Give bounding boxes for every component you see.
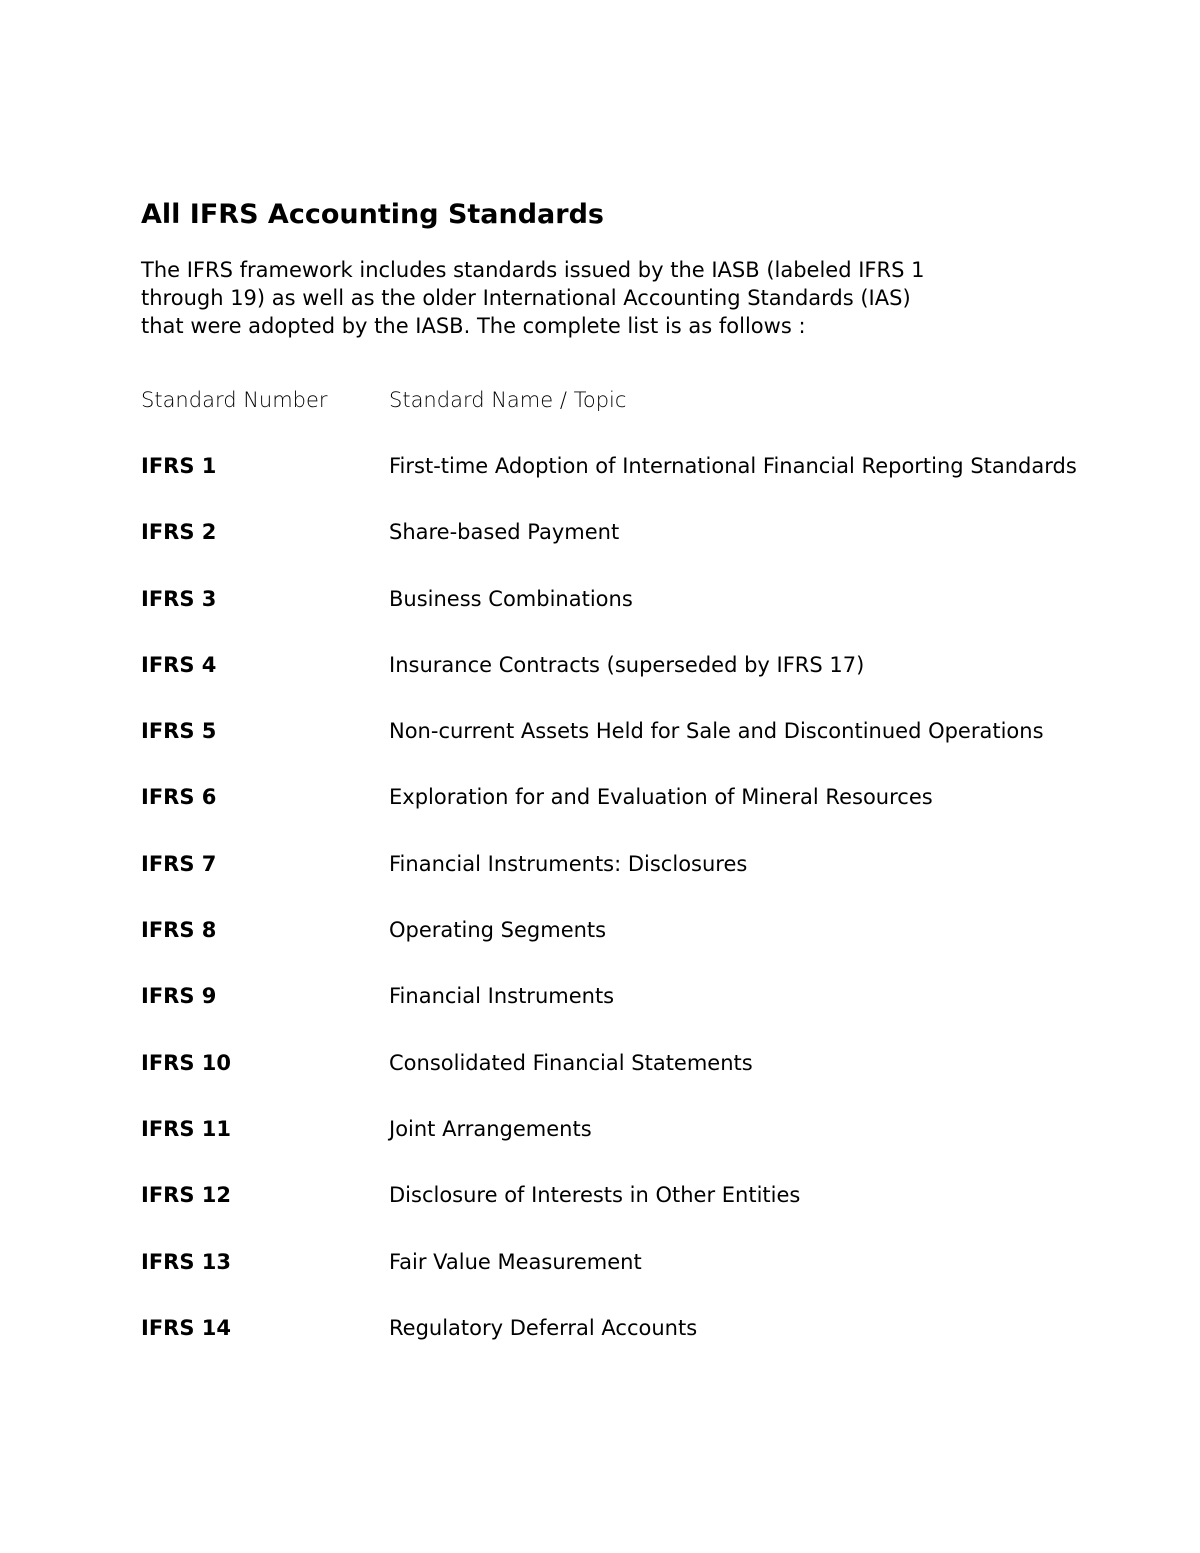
standard-name: Exploration for and Evaluation of Mineral Resources [389, 785, 933, 810]
standard-name: Consolidated Financial Statements [389, 1050, 753, 1075]
standard-number: IFRS 2 [141, 520, 217, 545]
table-row [141, 1314, 1151, 1380]
intro-line: through 19) as well as the older International Accounting Standards (IAS) [141, 286, 911, 310]
standard-name: Non-current Assets Held for Sale and Discontinued Operations [389, 719, 1044, 744]
standard-number: IFRS 12 [141, 1183, 231, 1208]
table-row [141, 783, 1151, 849]
standard-name: Regulatory Deferral Accounts [389, 1315, 698, 1340]
standard-number: IFRS 14 [141, 1315, 231, 1340]
standard-number: IFRS 3 [141, 586, 217, 611]
standard-name: Operating Segments [389, 918, 607, 943]
standard-name: Financial Instruments: Disclosures [389, 851, 748, 876]
standard-number: IFRS 5 [141, 719, 217, 744]
standard-name: Insurance Contracts (superseded by IFRS 17) [389, 652, 865, 677]
table-row [141, 651, 1151, 717]
standard-number: IFRS 1 [141, 454, 217, 478]
intro-line: that were adopted by the IASB. The complete list is as follows : [141, 314, 806, 338]
standard-name: Joint Arrangements [389, 1116, 592, 1141]
standards-table-header [141, 386, 1151, 416]
table-row [141, 916, 1151, 982]
standard-name: Fair Value Measurement [389, 1249, 642, 1274]
table-row [141, 1248, 1151, 1314]
header-standard-name: Standard Name / Topic [389, 388, 627, 412]
standard-name: First-time Adoption of International Financial Reporting Standards [389, 454, 1077, 478]
table-row [141, 1115, 1151, 1181]
header-standard-number: Standard Number [141, 388, 328, 412]
standard-number: IFRS 10 [141, 1050, 231, 1075]
table-row [141, 1049, 1151, 1115]
standards-table-body [141, 452, 1151, 1380]
table-row [141, 850, 1151, 916]
standard-number: IFRS 8 [141, 918, 217, 943]
intro-paragraph [141, 256, 1141, 340]
standard-name: Financial Instruments [389, 984, 615, 1009]
table-row [141, 452, 1151, 518]
standard-number: IFRS 4 [141, 652, 217, 677]
standard-number: IFRS 13 [141, 1249, 231, 1274]
table-row [141, 1181, 1151, 1247]
table-row [141, 585, 1151, 651]
table-row [141, 518, 1151, 584]
standard-name: Share-based Payment [389, 520, 620, 545]
standard-name: Business Combinations [389, 586, 633, 611]
standard-name: Disclosure of Interests in Other Entities [389, 1183, 801, 1208]
standard-number: IFRS 11 [141, 1116, 231, 1141]
table-row [141, 982, 1151, 1048]
standard-number: IFRS 7 [141, 851, 217, 876]
table-row [141, 717, 1151, 783]
standard-number: IFRS 9 [141, 984, 217, 1009]
standard-number: IFRS 6 [141, 785, 217, 810]
intro-line: The IFRS framework includes standards issued by the IASB (labeled IFRS 1 [141, 258, 925, 282]
document-title: All IFRS Accounting Standards [141, 199, 604, 230]
